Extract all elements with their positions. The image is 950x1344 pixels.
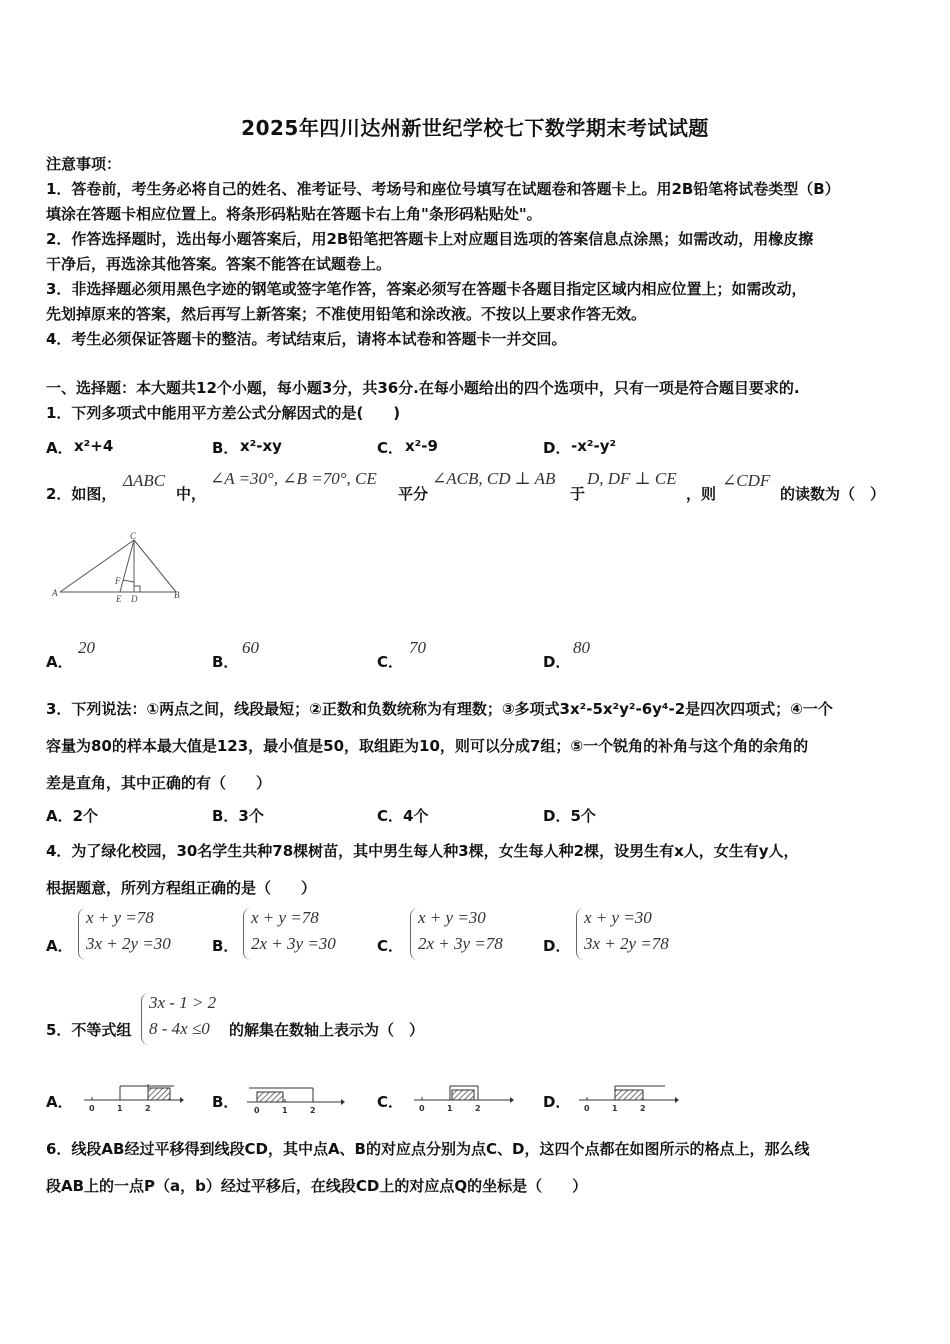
- option-d: -x²-y²: [571, 437, 617, 455]
- label-f: F: [115, 576, 121, 586]
- option-b: x²-xy: [240, 437, 282, 455]
- segment-df: [123, 580, 134, 582]
- question-2-text: 平分: [398, 485, 429, 503]
- option-c: 70: [409, 638, 426, 657]
- option-d: D．5个: [543, 807, 596, 825]
- option-b-label: B．: [212, 653, 239, 671]
- question-6-line: 段AB上的一点P（a，b）经过平移后，在线段CD上的对应点Q的坐标是（ ）: [46, 1177, 588, 1195]
- question-1-stem: 1．下列多项式中能用平方差公式分解因式的是( ): [46, 404, 401, 422]
- number-line-a: [80, 1080, 184, 1112]
- option-c: x²-9: [405, 437, 438, 455]
- notice-line: 2．作答选择题时，选出每小题答案后，用2B铅笔把答题卡上对应题目选项的答案信息点涂黑；如需改动，用橡皮擦: [46, 230, 814, 248]
- equation: 3x + 2y =78: [584, 934, 669, 953]
- equation: 3x + 2y =30: [86, 934, 171, 953]
- tick-label: 2: [475, 1104, 481, 1112]
- question-5-text: 5．不等式组: [46, 1021, 132, 1039]
- notice-line: 填涂在答题卡相应位置上。将条形码粘贴在答题卡右上角"条形码粘贴处"。: [46, 205, 542, 223]
- inequality: 8 - 4x ≤0: [149, 1019, 210, 1038]
- question-3-line: 容量为80的样本最大值是123，最小值是50，取组距为10，则可以分成7组；⑤一个锐角的补角与这个角的余角的: [46, 737, 809, 755]
- question-4-line: 4．为了绿化校园，30名学生共种78棵树苗，其中男生每人种3棵，女生每人种2棵，设男生有x人，女生有y人，: [46, 842, 799, 860]
- tick-label: 1: [282, 1106, 288, 1114]
- option-b-label: B．: [212, 439, 239, 457]
- number-line-b: [245, 1082, 345, 1114]
- notice-line: 干净后，再选涂其他答案。答案不能答在试题卷上。: [46, 255, 392, 273]
- option-d-label: D．: [543, 439, 571, 457]
- equation: 2x + 3y =78: [418, 934, 503, 953]
- option-a-label: A．: [46, 439, 73, 457]
- question-3-line: 3．下列说法：①两点之间，线段最短；②正数和负数统称为有理数；③多项式3x²-5x²y²-6y⁴-2是四次四项式；④一个: [46, 700, 833, 718]
- option-b-label: B．: [212, 937, 239, 955]
- side-bc: [134, 540, 176, 592]
- equation: x + y =30: [418, 908, 486, 927]
- question-2-math: ∠A =30°, ∠B =70°, CE: [210, 469, 377, 488]
- option-c-label: C．: [377, 1093, 404, 1111]
- question-2-math: ∠CDF: [722, 471, 771, 490]
- equation: x + y =78: [251, 908, 319, 927]
- option-c-label: C．: [377, 653, 404, 671]
- question-2-math: ΔABC: [123, 471, 166, 490]
- option-c: C．4个: [377, 807, 429, 825]
- right-angle-mark: [134, 586, 140, 592]
- label-d: D: [131, 594, 138, 604]
- option-a: x²+4: [74, 437, 114, 455]
- option-a: A．2个: [46, 807, 99, 825]
- tick-label: 2: [310, 1106, 316, 1114]
- option-a-label: A．: [46, 937, 73, 955]
- tick-label: 0: [584, 1104, 590, 1112]
- tick-label: 0: [89, 1104, 95, 1112]
- notice-line: 先划掉原来的答案，然后再写上新答案；不准使用铅笔和涂改液。不按以上要求作答无效。: [46, 305, 647, 323]
- question-2-text: 的读数为（ ）: [780, 485, 886, 503]
- question-2-text: ，则: [686, 485, 717, 503]
- tick-label: 1: [117, 1104, 123, 1112]
- question-2-text: 于: [570, 485, 586, 503]
- option-d-label: D．: [543, 1093, 571, 1111]
- option-d-label: D．: [543, 653, 571, 671]
- question-3-line: 差是直角，其中正确的有（ ）: [46, 774, 272, 792]
- notice-line: 4．考生必须保证答题卡的整洁。考试结束后，请将本试卷和答题卡一并交回。: [46, 330, 567, 348]
- question-2-text: 2．如图，: [46, 485, 117, 503]
- tick-label: 1: [612, 1104, 618, 1112]
- side-ac: [60, 540, 134, 592]
- equation: 2x + 3y =30: [251, 934, 336, 953]
- option-c-label: C．: [377, 937, 404, 955]
- label-b: B: [174, 590, 180, 600]
- notice-heading: 注意事项：: [46, 155, 122, 173]
- question-2-math: D, DF ⊥ CE: [587, 469, 677, 488]
- question-5-text: 的解集在数轴上表示为（ ）: [229, 1021, 425, 1039]
- section-heading: 一、选择题：本大题共12个小题，每小题3分，共36分.在每小题给出的四个选项中，只有一项是符合题目要求的.: [46, 379, 800, 397]
- number-line-d: [575, 1080, 679, 1112]
- option-a-label: A．: [46, 1093, 73, 1111]
- inequality: 3x - 1 > 2: [149, 993, 217, 1012]
- notice-line: 3．非选择题必须用黑色字迹的钢笔或签字笔作答，答案必须写在答题卡各题目指定区域内相应位置上；如需改动，: [46, 280, 807, 298]
- option-b-label: B．: [212, 1093, 239, 1111]
- option-d: 80: [573, 638, 590, 657]
- equation: x + y =78: [86, 908, 154, 927]
- option-a-label: A．: [46, 653, 73, 671]
- page-title: 2025年四川达州新世纪学校七下数学期末考试试题: [241, 116, 709, 140]
- tick-label: 2: [145, 1104, 151, 1112]
- tick-label: 0: [254, 1106, 260, 1114]
- option-a: 20: [78, 638, 95, 657]
- question-2-text: 中，: [176, 485, 207, 503]
- number-line-c: [410, 1080, 514, 1112]
- notice-line: 1．答卷前，考生务必将自己的姓名、准考证号、考场号和座位号填写在试题卷和答题卡上。用2B铅笔将试卷类型（B）: [46, 180, 840, 198]
- tick-label: 0: [419, 1104, 425, 1112]
- question-2-math: ∠ACB, CD ⊥ AB: [432, 469, 556, 488]
- option-d-label: D．: [543, 937, 571, 955]
- option-c-label: C．: [377, 439, 404, 457]
- label-a: A: [52, 588, 58, 598]
- option-b: B．3个: [212, 807, 264, 825]
- tick-label: 2: [640, 1104, 646, 1112]
- option-b: 60: [242, 638, 259, 657]
- question-4-line: 根据题意，所列方程组正确的是（ ）: [46, 879, 317, 897]
- equation: x + y =30: [584, 908, 652, 927]
- label-e: E: [116, 594, 122, 604]
- triangle-figure: [50, 532, 190, 604]
- tick-label: 1: [447, 1104, 453, 1112]
- question-6-line: 6．线段AB经过平移得到线段CD，其中点A、B的对应点分别为点C、D，这四个点都在如图所示的格点上，那么线: [46, 1140, 810, 1158]
- label-c: C: [130, 532, 137, 541]
